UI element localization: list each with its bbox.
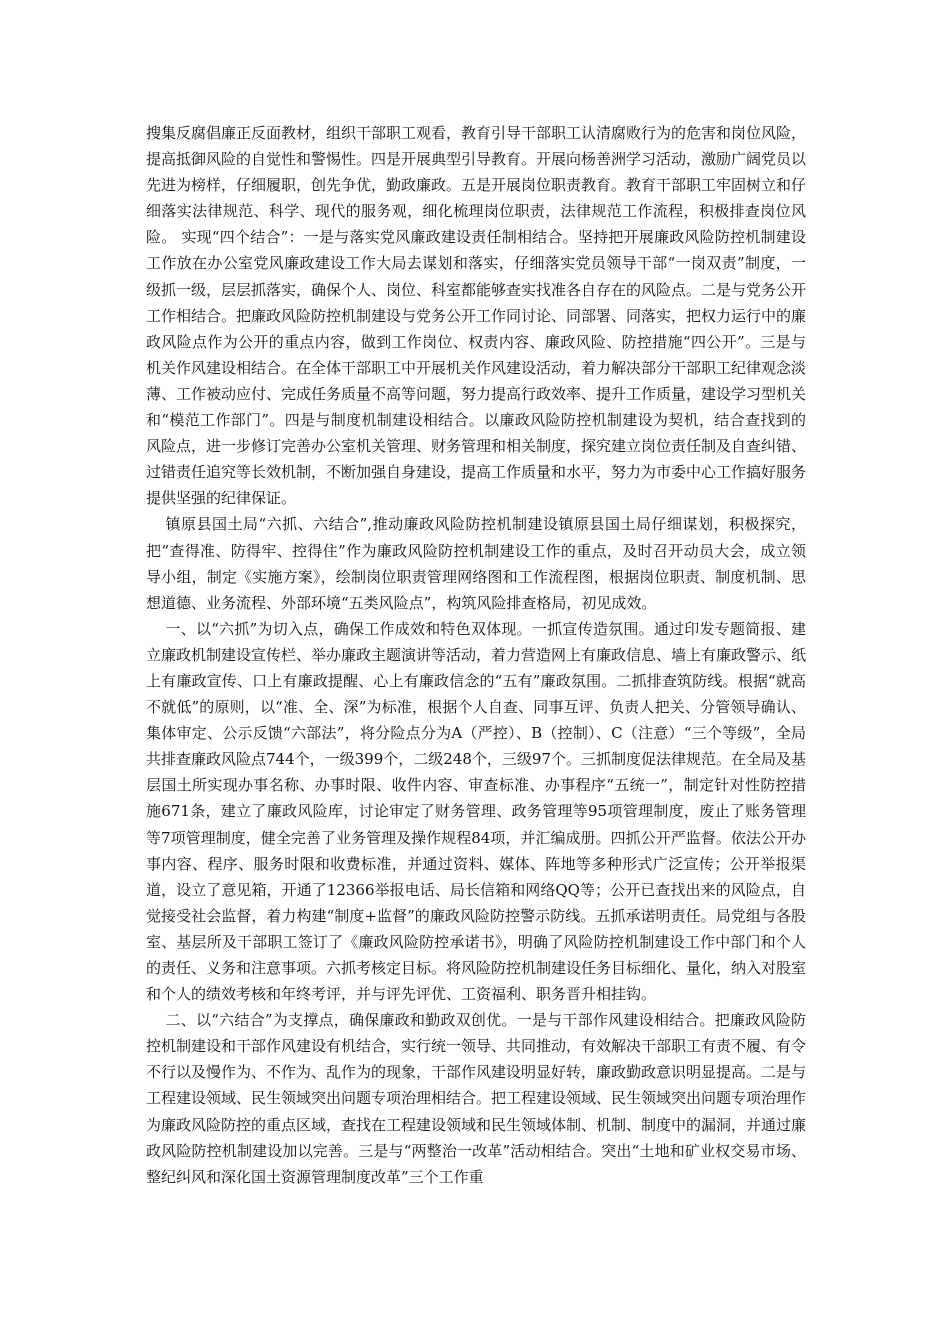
paragraph-2: 镇原县国土局“六抓、六结合”,推动廉政风险防控机制建设镇原县国土局仔细谋划，积极探究，把“查得准、防得牢、控得住”作为廉政风险防控机制建设工作的重点，及时召开动员大会，成立领导小组，制定《实施方案》，绘制岗位职责管理网络图和工作流程图，根据岗位职责、制度机制、思想道德、业务流程、外部环境“五类风险点”，构筑风险排查格局，初见成效。 bbox=[146, 515, 806, 612]
paragraph-1: 搜集反腐倡廉正反面教材，组织干部职工观看，教育引导干部职工认清腐败行为的危害和岗位风险，提高抵御风险的自觉性和警惕性。四是开展典型引导教育。开展向杨善洲学习活动，激励广阔党员以先进为榜样，仔细履职，创先争优，勤政廉政。五是开展岗位职责教育。教育干部职工牢固树立和仔细落实法律规范、科学、现代的服务观，细化梳理岗位职责，法律规范工作流程，积极排查岗位风险。 实现“四个结合”：一是与落实党风廉政建设责任制相结合。坚持把开展廉政风险防控机制建设工作放在办公室党风廉政建设工作大局去谋划和落实，仔细落实党员领导干部“一岗双责”制度，一级抓一级，层层抓落实，确保个人、岗位、科室都能够查实找准各自存在的风险点。二是与党务公开工作相结合。把廉政风险防控机制建设与党务公开工作同讨论、同部署、同落实，把权力运行中的廉政风险点作为公开的重点内容，做到工作岗位、权责内容、廉政风险、防控措施“四公开”。三是与机关作风建设相结合。在全体干部职工中开展机关作风建设活动，着力解决部分干部职工纪律观念淡薄、工作被动应付、完成任务质量不高等问题，努力提高行政效率、提升工作质量，建设学习型机关和“模范工作部门”。四是与制度机制建设相结合。以廉政风险防控机制建设为契机，结合查找到的风险点，进一步修订完善办公室机关管理、财务管理和相关制度，探究建立岗位责任制及自查纠错、过错责任追究等长效机制，不断加强自身建设，提高工作质量和水平，努力为市委中心工作搞好服务提供坚强的纪律保证。 bbox=[146, 124, 807, 508]
paragraph-3: 一、以“六抓”为切入点，确保工作成效和特色双体现。一抓宣传造氛围。通过印发专题简报、建立廉政机制建设宣传栏、举办廉政主题演讲等活动，着力营造网上有廉政信息、墙上有廉政警示、纸上有廉政宣传、口上有廉政提醒、心上有廉政信念的“五有”廉政氛围。二抓排查筑防线。根据“就高不就低”的原则，以“准、全、深”为标准，根据个人自查、同事互评、负责人把关、分管领导确认、集体审定、公示反馈“六部法”，将分险点分为A（严控）、B（控制）、C（注意）“三个等级”，全局共排查廉政风险点744个，一级399个，二级248个，三级97个。三抓制度促法律规范。在全局及基层国土所实现办事名称、办事时限、收件内容、审查标准、办事程序“五统一”，制定针对性防控措施671条，建立了廉政风险库，讨论审定了财务管理、政务管理等95项管理制度，废止了账务管理等7项管理制度，健全完善了业务管理及操作规程84项，并汇编成册。四抓公开严监督。依法公开办事内容、程序、服务时限和收费标准，并通过资料、媒体、阵地等多种形式广泛宣传；公开举报渠道，设立了意见箱，开通了12366举报电话、局长信箱和网络QQ等；公开已查找出来的风险点，自觉接受社会监督，着力构建“制度+监督”的廉政风险防控警示防线。五抓承诺明责任。局党组与各股室、基层所及干部职工签订了《廉政风险防控承诺书》，明确了风险防控机制建设工作中部门和个人的责任、义务和注意事项。六抓考核定目标。将风险防控机制建设任务目标细化、量化，纳入对股室和个人的绩效考核和年终考评，并与评先评优、工资福利、职务晋升相挂钩。 bbox=[146, 619, 807, 1004]
document-body bbox=[146, 120, 806, 1190]
paragraph-4: 二、以“六结合”为支撑点，确保廉政和勤政双创优。一是与干部作风建设相结合。把廉政风险防控机制建设和干部作风建设有机结合，实行统一领导、共同推动，有效解决干部职工有责不履、有令不行以及慢作为、不作为、乱作为的现象，干部作风建设明显好转，廉政勤政意识明显提高。二是与工程建设领域、民生领域突出问题专项治理相结合。把工程建设领域、民生领域突出问题专项治理作为廉政风险防控的重点区域，查找在工程建设领域和民生领域体制、机制、制度中的漏洞，并通过廉政风险防控机制建设加以完善。三是与“两整治一改革”活动相结合。突出“土地和矿业权交易市场、整纪纠风和深化国土资源管理制度改革”三个工作重 bbox=[146, 1011, 807, 1186]
